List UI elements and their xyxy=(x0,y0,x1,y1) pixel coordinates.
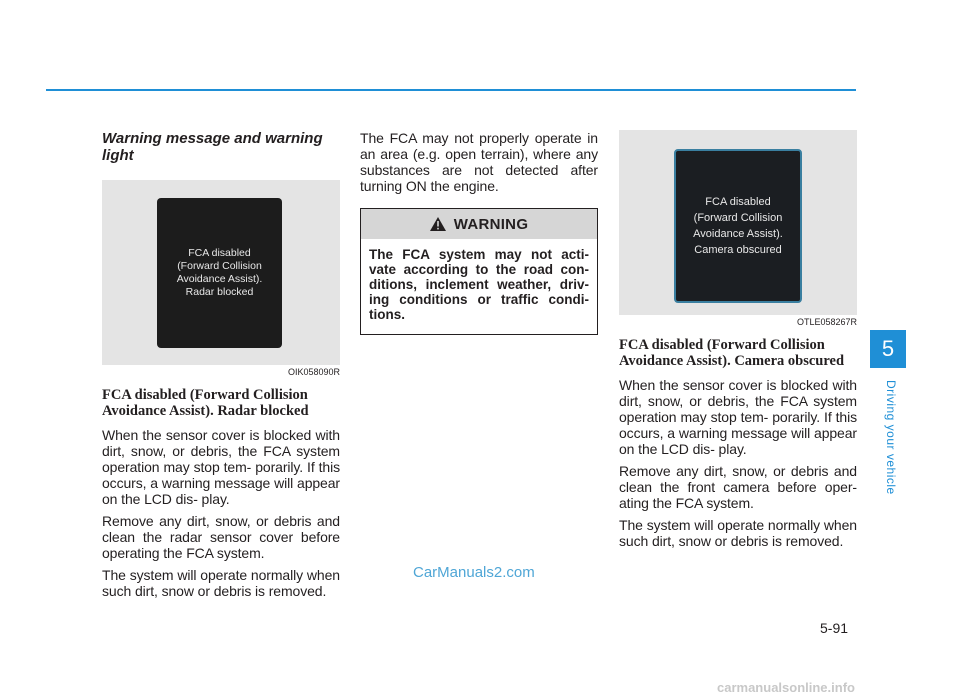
lcd-message: FCA disabled (Forward Collision Avoidance Assist). Radar blocked xyxy=(176,247,263,298)
paragraph: The system will operate normally when such dirt, snow or debris is removed. xyxy=(102,567,340,599)
top-rule xyxy=(46,89,856,91)
lcd-display xyxy=(157,198,282,348)
subheading-camera-obscured: FCA disabled (Forward Collision Avoidance Assist). Camera obscured xyxy=(619,337,845,369)
lcd-display xyxy=(674,149,802,303)
warning-header xyxy=(361,209,597,239)
paragraph: When the sensor cover is blocked with dirt, snow, or debris, the FCA system operation may stop tem- porarily. If this occurs, a warning message will appear on the LCD dis- play. xyxy=(102,427,340,507)
warning-box xyxy=(360,208,598,335)
section-heading: Warning message and warning light xyxy=(102,130,323,164)
warning-triangle-icon xyxy=(430,217,446,231)
subheading-radar-blocked: FCA disabled (Forward Collision Avoidance Assist). Radar blocked xyxy=(102,387,309,419)
paragraph: Remove any dirt, snow, or debris and clean the front camera before oper- ating the FCA system. xyxy=(619,463,857,511)
column-3 xyxy=(619,130,857,555)
camera-obscured-image xyxy=(619,130,857,315)
paragraph: The system will operate normally when such dirt, snow or debris is removed. xyxy=(619,517,857,549)
column-2 xyxy=(360,130,598,335)
warning-title: WARNING xyxy=(453,215,529,233)
watermark-link[interactable]: CarManuals2.com xyxy=(413,564,535,581)
chapter-title: Driving your vehicle xyxy=(884,380,898,495)
chapter-title-side xyxy=(878,380,898,500)
paragraph: The FCA may not properly operate in an area (e.g. open terrain), where any substances are not detected after turning ON the engine. xyxy=(360,130,598,194)
paragraph: Remove any dirt, snow, or debris and clean the radar sensor cover before operating the FCA system. xyxy=(102,513,340,561)
lcd-message: FCA disabled (Forward Collision Avoidance Assist). Camera obscured xyxy=(693,196,783,256)
page-number: 5-91 xyxy=(820,620,849,636)
warning-body: The FCA system may not acti- vate according to the road con- ditions, inclement weather, driv- ing conditions or traffic condi- tions. xyxy=(369,247,589,322)
column-1 xyxy=(102,130,340,605)
radar-blocked-image xyxy=(102,180,340,365)
image-code: OIK058090R xyxy=(287,367,340,377)
paragraph: When the sensor cover is blocked with dirt, snow, or debris, the FCA system operation may stop tem- porarily. If this occurs, a warning message will appear on the LCD dis- play. xyxy=(619,377,857,457)
image-code: OTLE058267R xyxy=(796,317,857,327)
chapter-number-tab: 5 xyxy=(870,330,906,368)
footer-watermark: carmanualsonline.info xyxy=(717,680,855,695)
